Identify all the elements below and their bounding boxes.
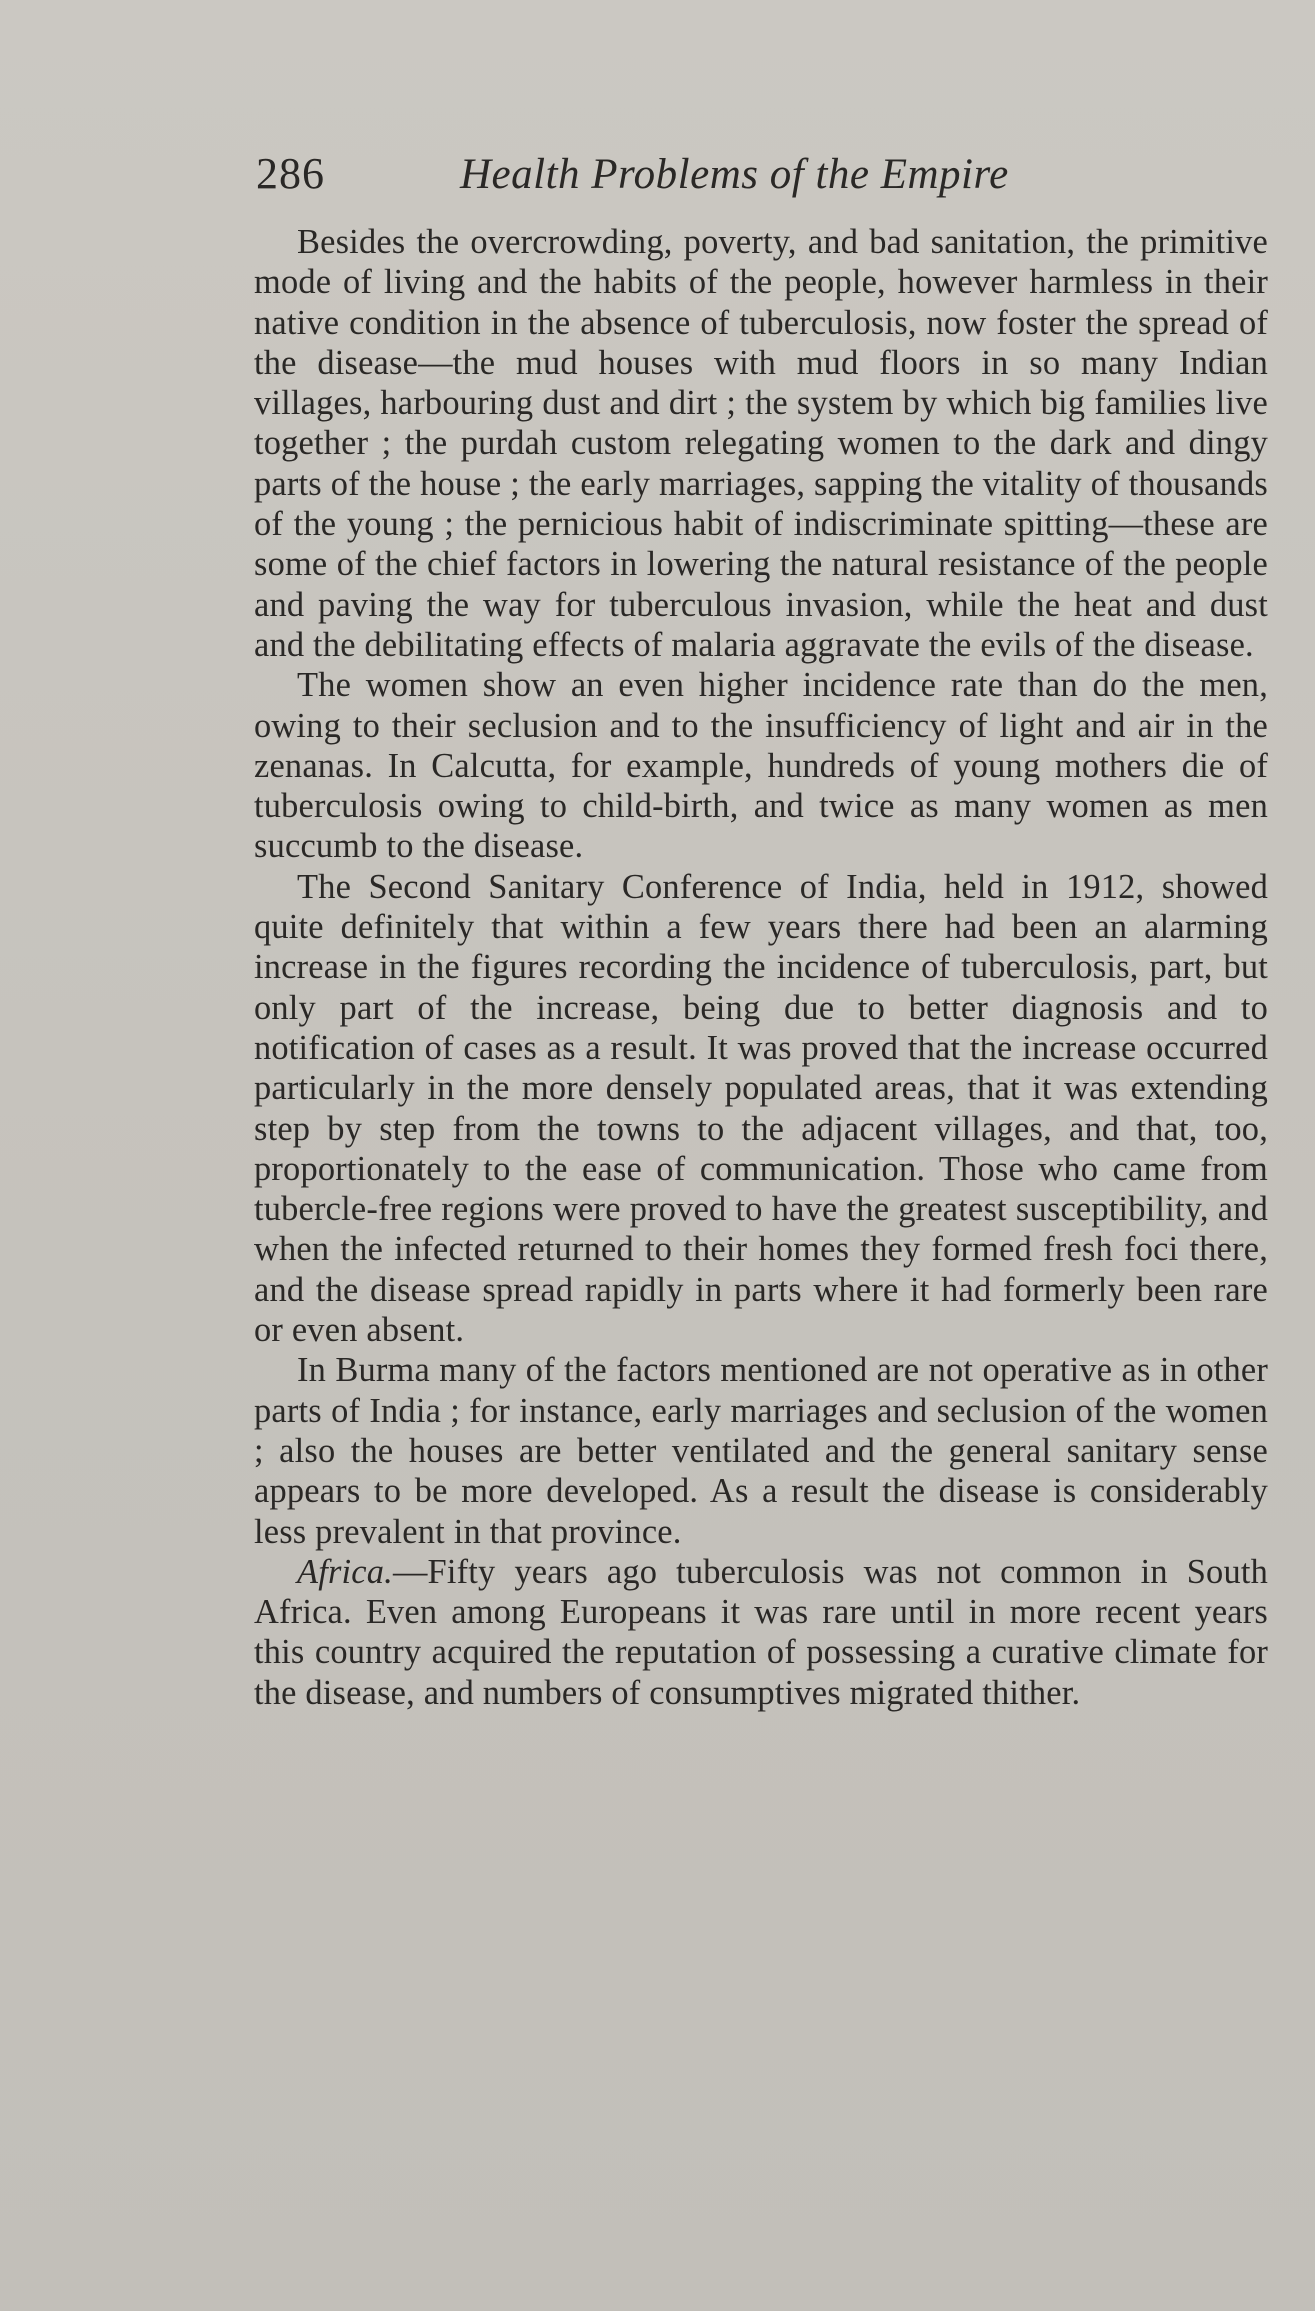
paragraph-text: The women show an even higher incidence rate than do the men, owing to their seclusion and to the insufficiency of light and air in the zenanas. In Calcutta, for example, hundreds of young mothers die of tuberculosis owing to child-birth, and twice as many women as men succumb to the disease. — [254, 666, 1268, 866]
paragraph-burma — [254, 1350, 1268, 1551]
paragraph-africa — [254, 1552, 1268, 1713]
paragraph-text: In Burma many of the factors mentioned are not operative as in other parts of India ; for instance, early marriages and seclusion of the women ; also the houses are better ventilated and the general sanitary sense appears to be more developed. As a result the disease is considerably less prevalent in that province. — [254, 1351, 1268, 1551]
running-header — [256, 148, 1256, 218]
running-title: Health Problems of the Empire — [460, 151, 1009, 198]
paragraph-sanitary-conference — [254, 867, 1268, 1351]
page-number: 286 — [256, 149, 325, 198]
body-text — [254, 222, 1268, 1713]
paragraph-india-factors — [254, 222, 1268, 665]
paragraph-text: Besides the overcrowding, poverty, and bad sanitation, the primitive mode of living and the habits of the people, however harmless in their native condition in the absence of tuberculosis, now foster the spread of the disease—the mud houses with mud floors in so many Indian villages, harbouring dust and dirt ; the system by which big families live together ; the purdah custom relegating women to the dark and dingy parts of the house ; the early marriages, sapping the vitality of thousands of the young ; the pernicious habit of indiscriminate spitting—these are some of the chief factors in lowering the natural resistance of the people and paving the way for tuberculous invasion, while the heat and dust and the debilitating effects of malaria aggravate the evils of the disease. — [254, 223, 1268, 664]
section-lead-africa: Africa. — [297, 1552, 393, 1591]
paragraph-text: —Fifty years ago tuberculosis was not common in South Africa. Even among Europeans it was rare until in more recent years this country acquired the reputation of possessing a curative climate for the disease, and numbers of consumptives migrated thither. — [254, 1552, 1268, 1712]
paragraph-women — [254, 665, 1268, 866]
paragraph-text: The Second Sanitary Conference of India, held in 1912, showed quite definitely that within a few years there had been an alarming increase in the figures recording the incidence of tuberculosis, part, but only part of the increase, being due to better diagnosis and to notification of cases as a result. It was proved that the increase occurred particularly in the more densely populated areas, that it was extending step by step from the towns to the adjacent villages, and that, too, proportionately to the ease of communication. Those who came from tubercle-free regions were proved to have the greatest susceptibility, and when the infected returned to their homes they formed fresh foci there, and the disease spread rapidly in parts where it had formerly been rare or even absent. — [254, 867, 1268, 1350]
